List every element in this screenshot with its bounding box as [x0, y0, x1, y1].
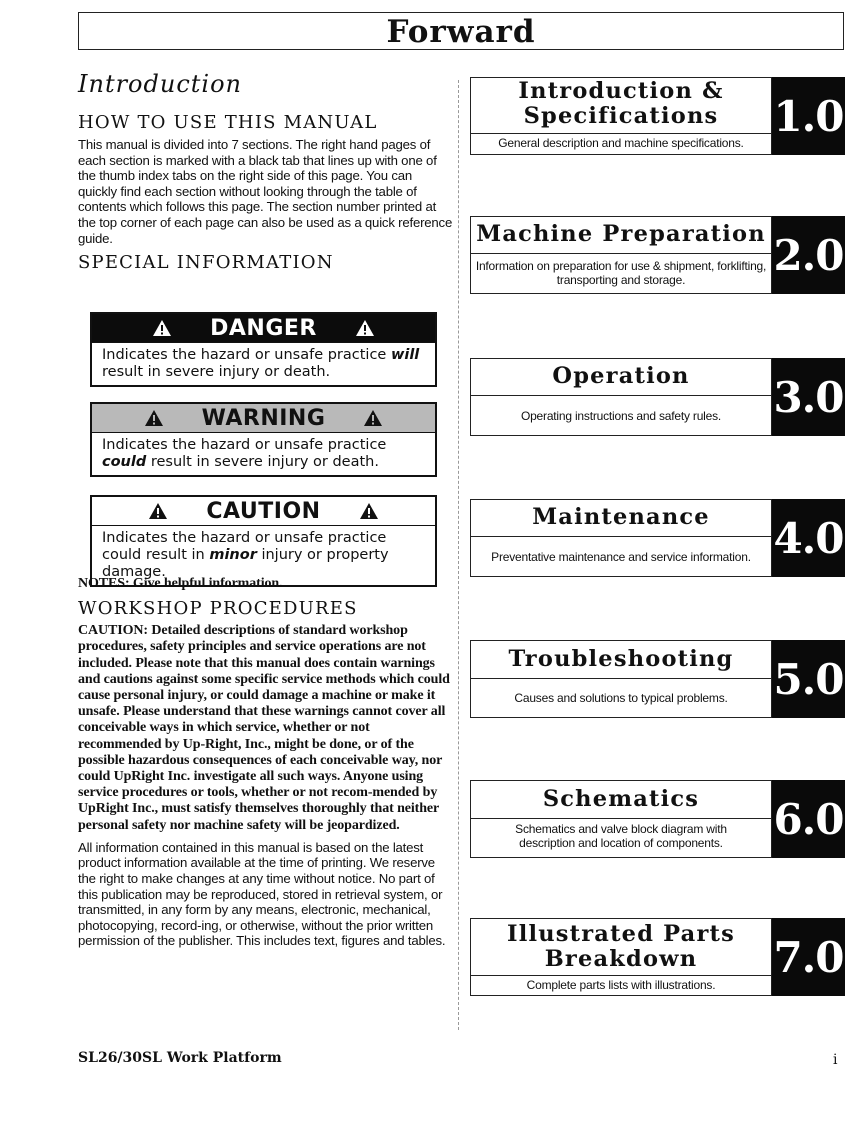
section-description: General description and machine specifications. — [498, 136, 744, 150]
section-tab-5[interactable] — [470, 640, 845, 718]
section-title: Troubleshooting — [508, 646, 734, 672]
section-title: Operation — [552, 363, 690, 389]
section-number-tab: 4.0 — [772, 499, 845, 577]
section-rule — [470, 133, 772, 134]
section-tab-7[interactable] — [470, 918, 845, 996]
caution-text: Indicates the hazard or unsafe practice could result in minor injury or property damage. — [92, 525, 435, 585]
section-rule — [470, 975, 772, 976]
footer-model: SL26/30SL Work Platform — [78, 1050, 282, 1066]
section-title: Schematics — [542, 786, 700, 812]
workshop-heading: WORKSHOP PROCEDURES — [78, 598, 358, 620]
section-description: Preventative maintenance and service information. — [491, 550, 751, 564]
special-information-heading: SPECIAL INFORMATION — [78, 252, 334, 274]
section-rule — [470, 253, 772, 254]
section-tab-1[interactable] — [470, 77, 845, 155]
warning-label: WARNING — [201, 405, 326, 431]
section-description: Operating instructions and safety rules. — [520, 409, 722, 423]
section-title: Maintenance — [532, 504, 710, 530]
danger-header — [92, 314, 435, 342]
section-tab-3[interactable] — [470, 358, 845, 436]
section-number-tab: 3.0 — [772, 358, 845, 436]
caution-label: CAUTION — [206, 498, 321, 524]
warning-triangle-icon — [152, 319, 172, 337]
warning-header — [92, 404, 435, 432]
danger-text: Indicates the hazard or unsafe practice will result in severe injury or death. — [92, 342, 435, 385]
how-to-paragraph: This manual is divided into 7 sections. The right hand pages of each section is marked with a black tab that lines up with one of the thumb index tabs on the right side of this page. You can quickly find each section without looking through the table of contents which follows this page. The section number printed at the top corner of each page can also be used as a quick reference guide. — [78, 137, 453, 246]
caution-box — [90, 495, 437, 587]
danger-box — [90, 312, 437, 387]
section-number-tab: 2.0 — [772, 216, 845, 294]
section-number-tab: 6.0 — [772, 780, 845, 858]
caution-header — [92, 497, 435, 525]
section-description: Complete parts lists with illustrations. — [526, 978, 716, 992]
section-description: Causes and solutions to typical problems. — [514, 691, 728, 705]
left-column-lower — [78, 576, 453, 949]
warning-triangle-icon — [359, 502, 379, 520]
introduction-heading: Introduction — [78, 70, 242, 98]
warning-triangle-icon — [144, 409, 164, 427]
section-description: Schematics and valve block diagram with description and location of components. — [515, 822, 727, 850]
warning-text: Indicates the hazard or unsafe practice could result in severe injury or death. — [92, 432, 435, 475]
left-column — [78, 70, 453, 277]
section-number-tab: 7.0 — [772, 918, 845, 996]
workshop-paragraph: CAUTION: Detailed descriptions of standard workshop procedures, safety principles and service operations are not included. Please note that this manual does contain warnings and cautions against some specific service methods which could cause personal injury, or could damage a machine or make it unsafe. Please understand that these warnings cannot cover all conceivable ways in which service, whether or not recommended by Up-Right, Inc., might be done, or of the possible hazardous consequences of each conceivable way, nor could UpRight Inc. investigate all such ways. Anyone using service procedures or tools, whether or not recom-mended by UpRight Inc., must satisfy themselves thoroughly that neither personal safety nor machine safety will be jeopardized. — [78, 623, 450, 833]
page-number: i — [833, 1052, 838, 1068]
section-tab-2[interactable] — [470, 216, 845, 294]
section-number-tab: 5.0 — [772, 640, 845, 718]
warning-triangle-icon — [148, 502, 168, 520]
section-rule — [470, 678, 772, 679]
danger-label: DANGER — [210, 315, 317, 341]
section-description: Information on preparation for use & shipment, forklifting, transporting and storage. — [475, 259, 767, 287]
how-to-heading: HOW TO USE THIS MANUAL — [78, 112, 378, 133]
section-rule — [470, 395, 772, 396]
warning-box — [90, 402, 437, 477]
warning-triangle-icon — [355, 319, 375, 337]
section-number-tab: 1.0 — [772, 77, 845, 155]
section-title: Introduction & Specifications — [518, 78, 724, 129]
warning-triangle-icon — [363, 409, 383, 427]
section-title: Machine Preparation — [476, 221, 766, 247]
column-divider — [458, 80, 459, 1030]
section-rule — [470, 818, 772, 819]
section-tab-6[interactable] — [470, 780, 845, 858]
section-rule — [470, 536, 772, 537]
section-tab-4[interactable] — [470, 499, 845, 577]
page-title: Forward — [78, 12, 844, 50]
info-paragraph: All information contained in this manual is based on the latest product information available at the time of printing. We reserve the right to make changes at any time without notice. No part of this publication may be reproduced, stored in retrieval system, or transmitted, in any form by any means, electronic, mechanical, photocopying, record-ing, or otherwise, without the prior written permission of the publisher. This includes text, figures and tables. — [78, 839, 446, 949]
notes-text: NOTES: Give helpful information. — [78, 576, 283, 591]
section-title: Illustrated Parts Breakdown — [507, 921, 735, 972]
